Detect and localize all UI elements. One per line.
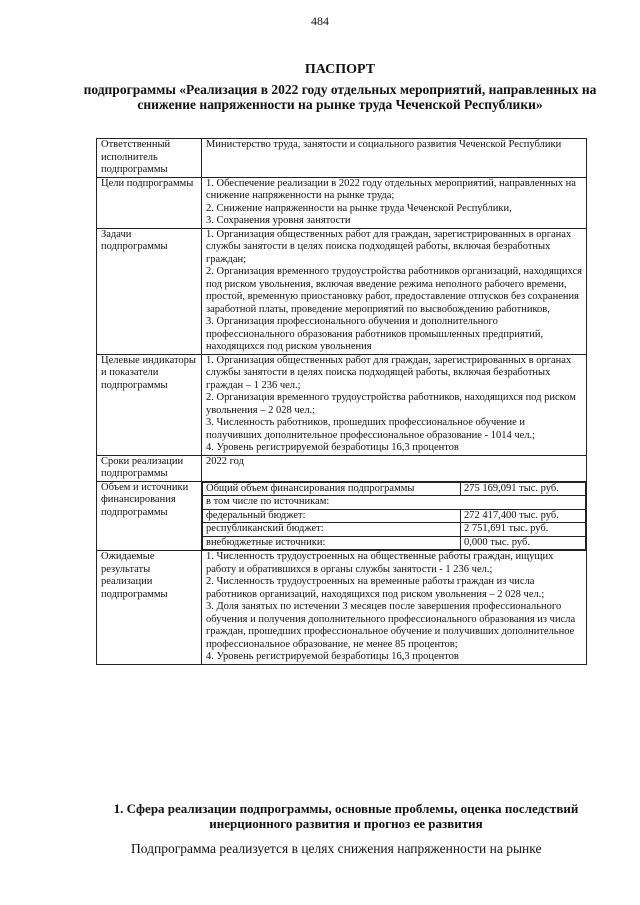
table-row-terms — [97, 455, 587, 481]
funding-extra-label: внебюджетные источники: — [203, 536, 461, 550]
row-value: 2022 год — [202, 455, 587, 481]
funding-total-value: 275 169,091 тыс. руб. — [461, 482, 586, 496]
funding-row-sources — [203, 496, 586, 510]
body-paragraph: Подпрограмма реализуется в целях снижения напряженности на рынке — [131, 841, 542, 856]
document-title: ПАСПОРТ — [304, 62, 376, 77]
table-row-funding — [97, 481, 587, 551]
row-label: Задачи подпрограммы — [97, 228, 202, 354]
row-value: 1. Организация общественных работ для граждан, зарегистрированных в органах службы занятости в целях поиска подходящей работы, включая безработных граждан; 2. Организация временного трудоустройства работников организаций, находящихся под риском увольнения, включая введение режима неполного рабочего времени, простой, временную приостановку работ, предоставление отпусков без сохранения заработной платы, проведение мероприятий по высвобождению работников, 3. Организация профессионального обучения и дополнительного профессионального образования работников промышленных предприятий, находящихся под риском увольнения — [202, 228, 587, 354]
funding-total-label: Общий объем финансирования подпрограммы — [203, 482, 461, 496]
funding-row-republic — [203, 523, 586, 537]
funding-republic-label: республиканский бюджет: — [203, 523, 461, 537]
table-row-results — [97, 551, 587, 665]
document-subtitle: подпрограммы «Реализация в 2022 году отдельных мероприятий, направленных на снижение напряженности на рынке труда Чеченской Республики» — [83, 82, 597, 112]
funding-row-total — [203, 482, 586, 496]
table-row-indicators — [97, 354, 587, 455]
funding-federal-label: федеральный бюджет: — [203, 509, 461, 523]
row-value: 1. Обеспечение реализации в 2022 году отдельных мероприятий, направленных на снижение напряженности на рынке труда; 2. Снижение напряженности на рынке труда Чеченской Республики, 3. Сохранения уровня занятости — [202, 177, 587, 228]
row-value: Министерство труда, занятости и социального развития Чеченской Республики — [202, 139, 587, 178]
section-heading: 1. Сфера реализации подпрограммы, основные проблемы, оценка последствий инерционного развития и прогноз ее развития — [113, 801, 579, 831]
row-label: Цели подпрограммы — [97, 177, 202, 228]
funding-cell — [202, 481, 587, 551]
passport-table — [96, 138, 587, 665]
funding-sources-label: в том числе по источникам: — [203, 496, 586, 510]
funding-row-federal — [203, 509, 586, 523]
funding-republic-value: 2 751,691 тыс. руб. — [461, 523, 586, 537]
funding-row-extra — [203, 536, 586, 550]
page-number: 484 — [311, 14, 329, 28]
row-label: Сроки реализации подпрограммы — [97, 455, 202, 481]
row-label: Объем и источники финансирования подпрограммы — [97, 481, 202, 551]
document-title-block — [80, 62, 600, 112]
funding-table — [202, 482, 586, 551]
table-row-tasks — [97, 228, 587, 354]
funding-federal-value: 272 417,400 тыс. руб. — [461, 509, 586, 523]
table-row-goals — [97, 177, 587, 228]
row-label: Ответственный исполнитель подпрограммы — [97, 139, 202, 178]
table-row-responsible — [97, 139, 587, 178]
row-value: 1. Численность трудоустроенных на общественные работы граждан, ищущих работу и обратившихся в органы службы занятости - 1 236 чел.; 2. Численность трудоустроенных на временные работы граждан из числа работников организаций, находящихся под риском увольнения – 2 028 чел.; 3. Доля занятых по истечении 3 месяцев после завершения профессионального обучения и получения дополнительного профессионального образования из числа граждан, прошедших профессиональное обучение и получивших дополнительное профессиональное образование, не менее 85 процентов; 4. Уровень регистрируемой безработицы 16,3 процентов — [202, 551, 587, 665]
row-label: Ожидаемые результаты реализации подпрограммы — [97, 551, 202, 665]
funding-extra-value: 0,000 тыс. руб. — [461, 536, 586, 550]
row-value: 1. Организация общественных работ для граждан, зарегистрированных в органах службы занятости в целях поиска подходящей работы, включая безработных граждан – 1 236 чел.; 2. Организация временного трудоустройства работников, находящихся под риском увольнения – 2 028 чел.; 3. Численность работников, прошедших профессиональное обучение и получивших дополнительное профессиональное образование - 1014 чел.; 4. Уровень регистрируемой безработицы 16,3 процентов — [202, 354, 587, 455]
row-label: Целевые индикаторы и показатели подпрограммы — [97, 354, 202, 455]
